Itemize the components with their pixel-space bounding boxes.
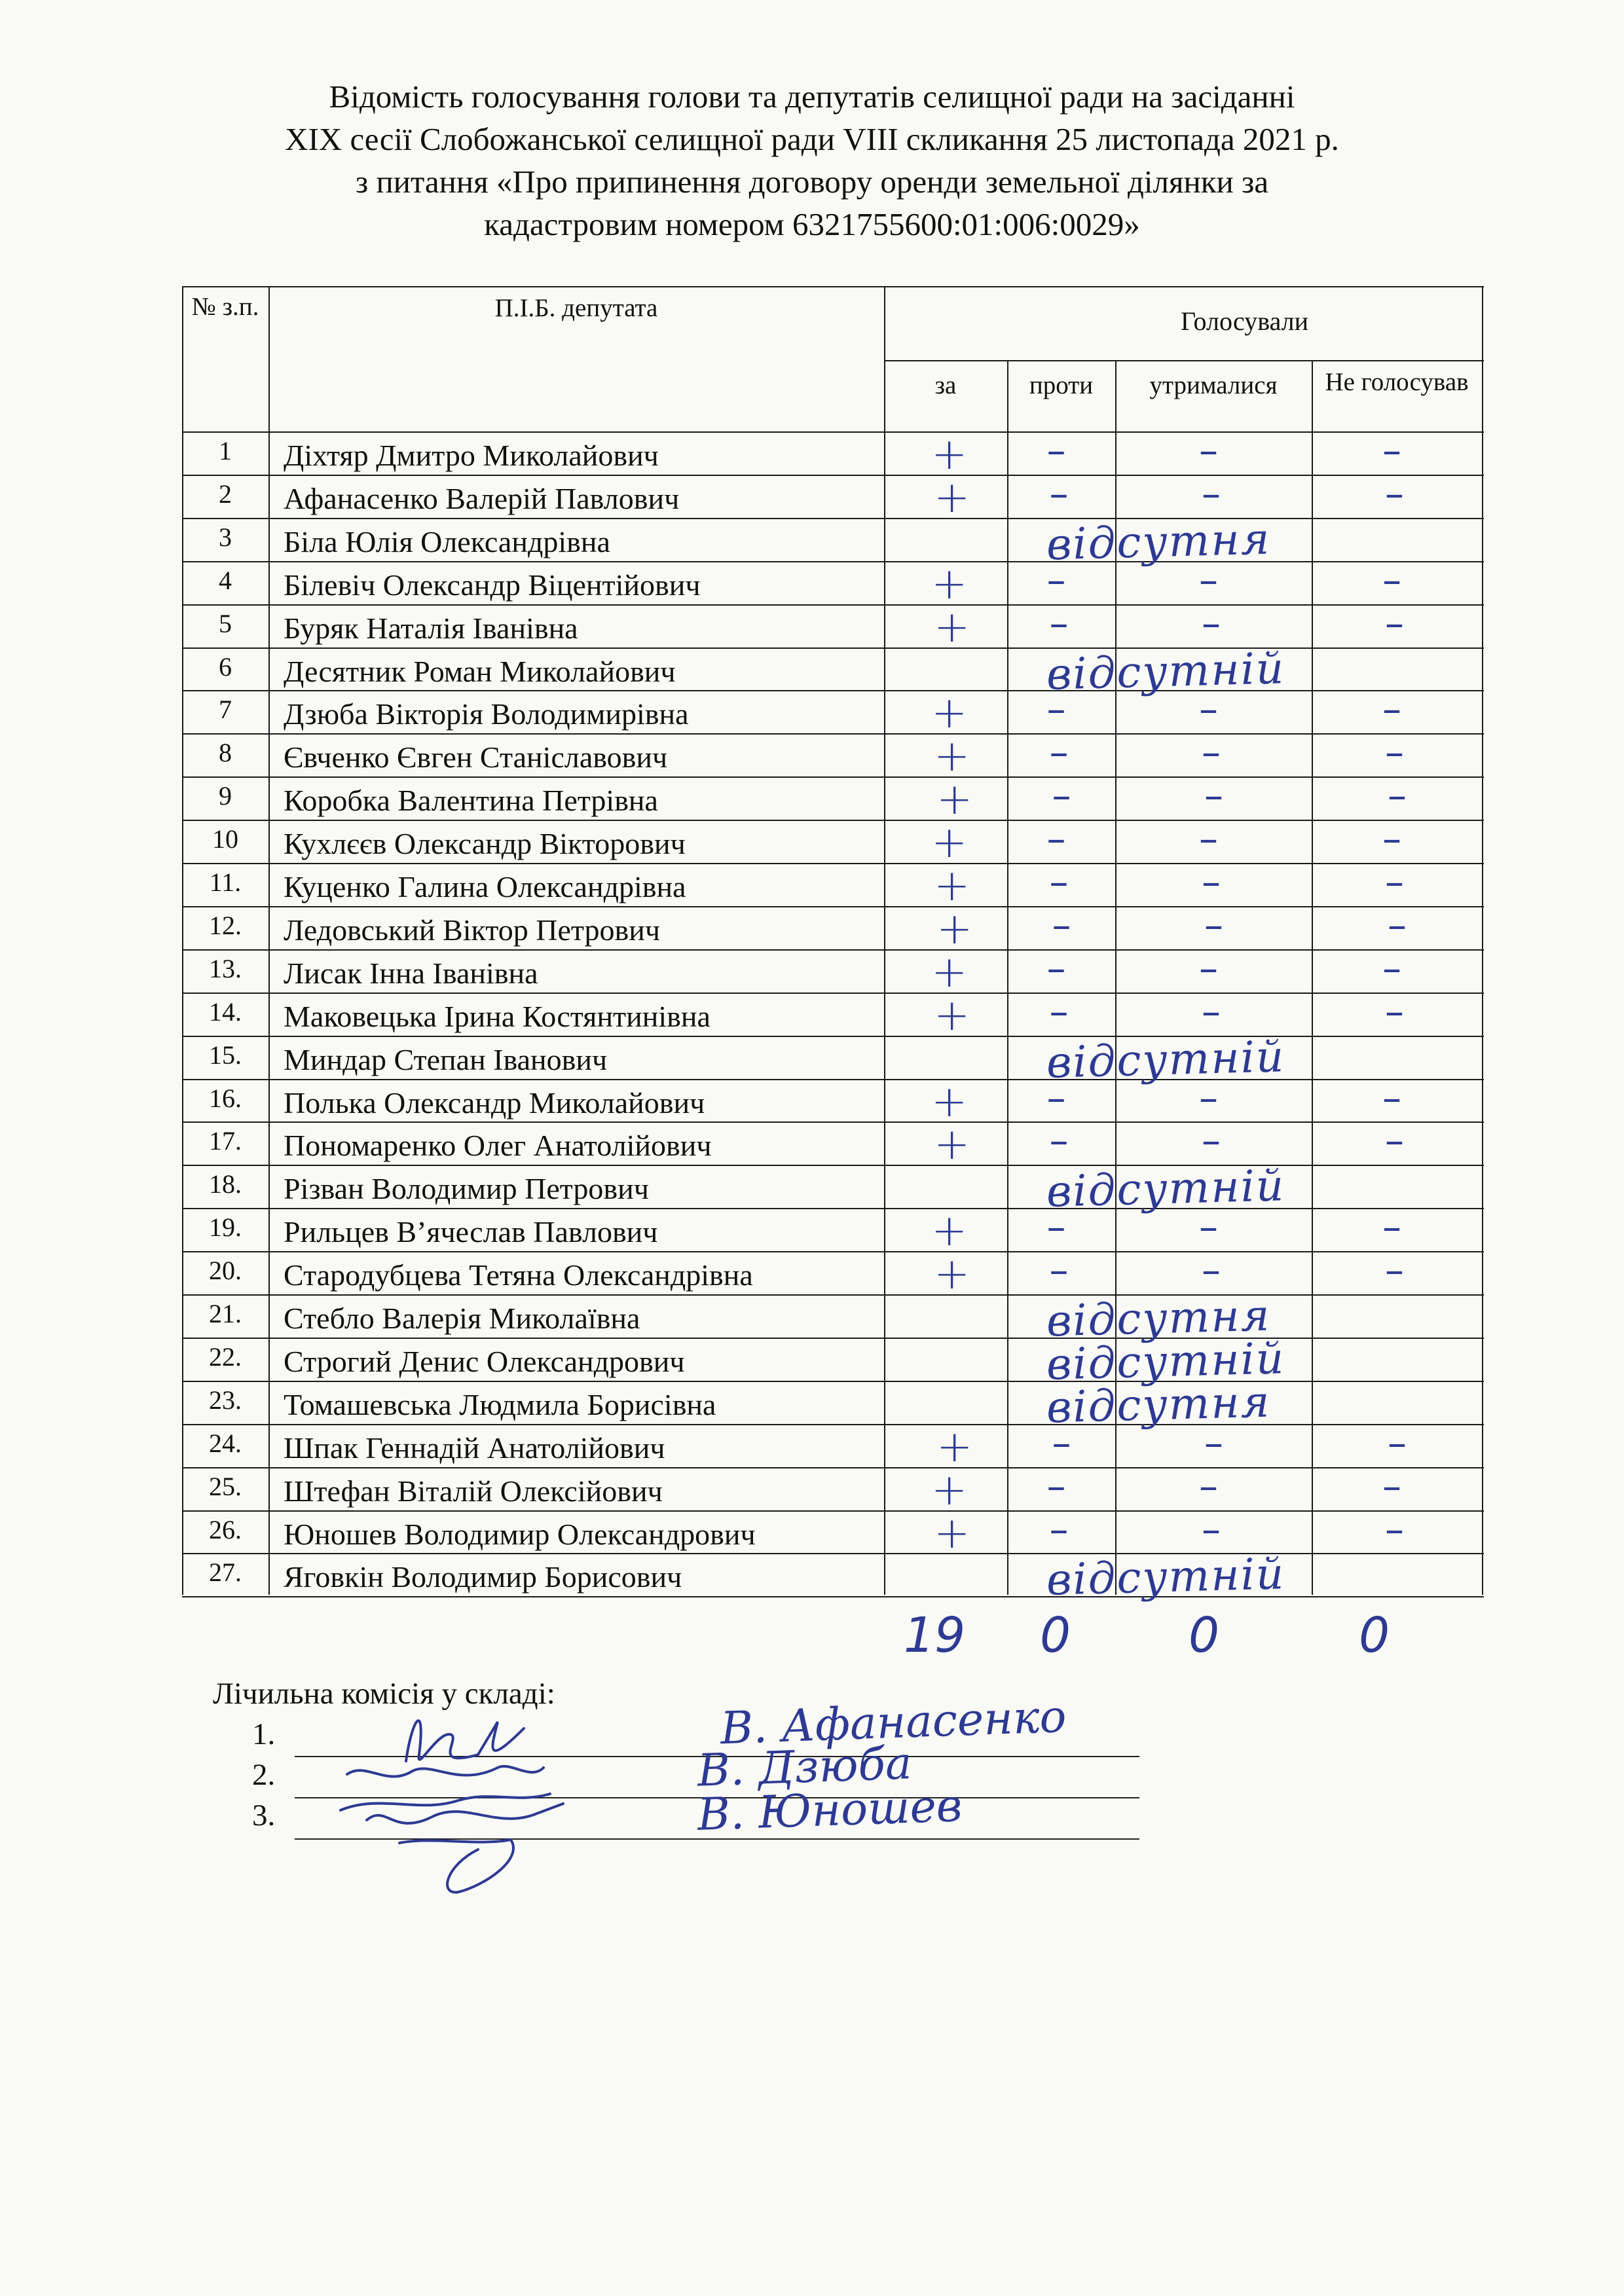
vote-against-mark: – xyxy=(1049,989,1069,1034)
vote-not-voted-mark: – xyxy=(1385,860,1404,904)
vote-against-mark: – xyxy=(1046,945,1066,991)
row-divider xyxy=(182,993,1484,994)
row-number: 15. xyxy=(209,1040,242,1070)
commission-num-3: 3. xyxy=(252,1798,276,1832)
deputy-name: Куценко Галина Олександрівна xyxy=(284,870,686,903)
commission-member-3: В. Юношев xyxy=(696,1779,963,1842)
row-number: 8 xyxy=(219,738,232,768)
row-number: 25. xyxy=(209,1471,242,1501)
deputy-name: Строгий Денис Олександрович xyxy=(284,1344,685,1378)
row-number: 27. xyxy=(209,1558,242,1588)
absent-mark: відсутній xyxy=(1046,1548,1286,1606)
absent-mark: відсутня xyxy=(1046,513,1272,570)
absent-mark: відсутній xyxy=(1046,1333,1286,1390)
deputy-name: Коробка Валентина Петрівна xyxy=(284,784,658,818)
vote-against-mark: – xyxy=(1046,816,1066,862)
vote-for-mark: + xyxy=(931,1464,968,1515)
vote-not-voted-mark: – xyxy=(1382,687,1401,732)
header-for: за xyxy=(934,371,957,399)
deputy-name: Пономаренко Олег Анатолійович xyxy=(284,1129,712,1163)
row-number: 18. xyxy=(209,1169,242,1199)
deputy-name: Томашевська Людмила Борисівна xyxy=(284,1387,716,1421)
deputy-name: Лисак Інна Іванівна xyxy=(284,956,538,990)
vote-for-mark: + xyxy=(934,1507,970,1558)
total-not-voted: 0 xyxy=(1359,1607,1390,1664)
vote-for-mark: + xyxy=(934,731,970,782)
vote-not-voted-mark: – xyxy=(1382,816,1401,862)
row-number: 9 xyxy=(219,781,232,811)
row-divider xyxy=(182,1251,1484,1252)
vote-abstained-mark: – xyxy=(1202,1118,1221,1163)
row-number: 22. xyxy=(209,1341,242,1372)
vote-for-mark: + xyxy=(934,989,970,1040)
row-number: 1 xyxy=(219,436,232,465)
row-number: 14. xyxy=(209,996,242,1027)
row-divider xyxy=(182,1079,1484,1080)
vote-abstained-mark: – xyxy=(1199,1205,1218,1250)
vote-abstained-mark: – xyxy=(1199,428,1218,473)
voting-table xyxy=(182,286,1484,1606)
deputy-name: Афанасенко Валерій Павлович xyxy=(284,481,680,515)
vote-abstained-mark: – xyxy=(1202,730,1221,775)
vote-against-mark: – xyxy=(1046,687,1066,732)
row-number: 26. xyxy=(209,1514,242,1544)
vote-against-mark: – xyxy=(1046,1463,1066,1508)
title-line-1: Відомість голосування голови та депутатів селищної ради на засіданні xyxy=(329,79,1295,115)
vote-against-mark: – xyxy=(1049,1248,1069,1293)
header-voted: Голосували xyxy=(1180,306,1309,336)
row-divider xyxy=(182,690,1484,691)
vote-against-mark: – xyxy=(1049,1506,1069,1552)
vote-for-mark: + xyxy=(931,1205,968,1256)
header-abstained: утрималися xyxy=(1149,371,1278,399)
row-divider xyxy=(182,1208,1484,1209)
vote-for-mark: + xyxy=(931,946,968,997)
absent-mark: відсутній xyxy=(1046,1160,1286,1218)
vote-abstained-mark: – xyxy=(1202,989,1221,1034)
deputy-name: Ледовський Віктор Петрович xyxy=(284,913,660,947)
row-divider xyxy=(182,1165,1484,1166)
total-abstained: 0 xyxy=(1189,1607,1220,1664)
row-divider xyxy=(182,647,1484,649)
commission-label: Лічильна комісія у складі: xyxy=(213,1677,555,1711)
absent-mark: відсутній xyxy=(1046,642,1286,700)
row-divider xyxy=(182,518,1484,519)
vote-not-voted-mark: – xyxy=(1382,945,1401,991)
deputy-name: Миндар Степан Іванович xyxy=(284,1042,608,1076)
header-not-voted: Не голосував xyxy=(1325,368,1469,396)
vote-against-mark: – xyxy=(1049,860,1069,904)
vote-abstained-mark: – xyxy=(1204,1420,1223,1465)
vote-not-voted-mark: – xyxy=(1382,428,1401,473)
absent-mark: відсутня xyxy=(1046,1376,1272,1433)
vote-against-mark: – xyxy=(1049,600,1069,646)
commission-member-1: В. Афанасенко xyxy=(719,1690,1067,1755)
vote-not-voted-mark: – xyxy=(1385,1118,1404,1163)
vote-against-mark: – xyxy=(1046,428,1066,473)
row-number: 20. xyxy=(209,1256,242,1286)
vote-abstained-mark: – xyxy=(1199,557,1218,602)
vote-for-mark: + xyxy=(931,429,968,479)
vote-abstained-mark: – xyxy=(1202,1506,1221,1552)
row-number: 7 xyxy=(219,695,232,725)
deputy-name: Дзюба Вікторія Володимирівна xyxy=(284,697,689,731)
row-divider xyxy=(182,949,1484,951)
deputy-name: Кухлєєв Олександр Вікторович xyxy=(284,827,686,861)
row-divider xyxy=(182,1381,1484,1382)
commission-num-1: 1. xyxy=(252,1717,276,1751)
row-divider xyxy=(182,1467,1484,1468)
deputy-name: Різван Володимир Петрович xyxy=(284,1172,649,1206)
deputy-name: Штефан Віталій Олексійович xyxy=(284,1474,663,1508)
absent-mark: відсутній xyxy=(1046,1030,1286,1088)
deputy-name: Білевіч Олександр Віцентійович xyxy=(284,568,701,602)
title-line-4: кадастровим номером 6321755600:01:006:0029» xyxy=(484,206,1140,242)
deputy-name: Маковецька Ірина Костянтинівна xyxy=(284,999,710,1033)
vote-for-mark: + xyxy=(934,471,970,522)
vote-against-mark: – xyxy=(1046,1205,1066,1250)
vote-abstained-mark: – xyxy=(1202,1248,1221,1293)
row-number: 19. xyxy=(209,1212,242,1243)
vote-for-mark: + xyxy=(934,1119,970,1170)
vote-abstained-mark: – xyxy=(1202,600,1221,646)
deputy-name: Діхтяр Дмитро Миколайович xyxy=(284,439,659,472)
row-divider xyxy=(182,1338,1484,1339)
vote-not-voted-mark: – xyxy=(1388,773,1407,818)
row-divider xyxy=(182,1553,1484,1554)
deputy-name: Стебло Валерія Миколаївна xyxy=(284,1302,640,1335)
vote-not-voted-mark: – xyxy=(1385,471,1404,516)
commission-num-2: 2. xyxy=(252,1758,276,1792)
deputy-name: Буряк Наталія Іванівна xyxy=(284,611,578,645)
row-number: 23. xyxy=(209,1385,242,1415)
vote-for-mark: + xyxy=(931,1076,968,1127)
vote-not-voted-mark: – xyxy=(1382,1075,1401,1120)
vote-for-mark: + xyxy=(936,903,973,954)
row-divider xyxy=(182,561,1484,562)
title-line-2: XIX сесії Слобожанської селищної ради VIII скликання 25 листопада 2021 р. xyxy=(285,121,1339,157)
row-number: 21. xyxy=(209,1299,242,1328)
signature-scribbles xyxy=(327,1689,576,1905)
row-divider xyxy=(182,1596,1484,1597)
vote-abstained-mark: – xyxy=(1199,816,1218,862)
vote-not-voted-mark: – xyxy=(1382,557,1401,602)
row-divider xyxy=(182,604,1484,606)
deputy-name: Рильцев В’ячеслав Павлович xyxy=(284,1215,658,1249)
deputy-name: Десятник Роман Миколайович xyxy=(284,654,676,688)
row-number: 2 xyxy=(219,479,232,509)
vote-for-mark: + xyxy=(931,817,968,868)
vote-for-mark: + xyxy=(934,860,970,911)
vote-against-mark: – xyxy=(1049,471,1069,516)
row-divider xyxy=(182,1121,1484,1123)
vote-for-mark: + xyxy=(936,1421,973,1472)
vote-abstained-mark: – xyxy=(1202,471,1221,516)
row-number: 13. xyxy=(209,953,242,983)
vote-not-voted-mark: – xyxy=(1385,600,1404,646)
vote-not-voted-mark: – xyxy=(1382,1463,1401,1508)
row-number: 6 xyxy=(219,651,232,682)
vote-not-voted-mark: – xyxy=(1388,902,1407,947)
row-divider xyxy=(182,1294,1484,1296)
row-number: 17. xyxy=(209,1126,242,1156)
row-number: 24. xyxy=(209,1428,242,1458)
total-for: 19 xyxy=(904,1607,966,1664)
deputy-name: Полька Олександр Миколайович xyxy=(284,1085,705,1120)
deputy-name: Стародубцева Тетяна Олександрівна xyxy=(284,1258,753,1292)
row-number: 12. xyxy=(209,910,242,940)
row-number: 5 xyxy=(219,608,232,638)
vote-not-voted-mark: – xyxy=(1385,989,1404,1034)
deputy-name: Яговкін Володимир Борисович xyxy=(284,1560,682,1594)
row-divider xyxy=(182,906,1484,907)
vote-abstained-mark: – xyxy=(1199,1075,1218,1120)
vote-abstained-mark: – xyxy=(1202,860,1221,904)
row-divider xyxy=(182,1510,1484,1512)
vote-for-mark: + xyxy=(936,774,973,825)
deputy-name: Євченко Євген Станіславович xyxy=(284,740,668,774)
row-divider xyxy=(182,475,1484,476)
vote-against-mark: – xyxy=(1052,773,1071,818)
vote-against-mark: – xyxy=(1046,557,1066,602)
commission-member-2: В. Дзюба xyxy=(696,1738,913,1797)
vote-not-voted-mark: – xyxy=(1382,1205,1401,1250)
vote-abstained-mark: – xyxy=(1199,687,1218,732)
vote-against-mark: – xyxy=(1049,730,1069,775)
deputy-name: Шпак Геннадій Анатолійович xyxy=(284,1430,665,1465)
row-divider xyxy=(182,820,1484,821)
header-against: проти xyxy=(1029,371,1094,399)
vote-for-mark: + xyxy=(934,1248,970,1300)
row-divider xyxy=(182,1036,1484,1037)
vote-for-mark: + xyxy=(931,687,968,738)
vote-against-mark: – xyxy=(1052,1420,1071,1465)
vote-not-voted-mark: – xyxy=(1385,1506,1404,1552)
vote-against-mark: – xyxy=(1049,1118,1069,1163)
row-divider xyxy=(182,1424,1484,1425)
vote-not-voted-mark: – xyxy=(1385,1248,1404,1293)
header-name: П.І.Б. депутата xyxy=(494,294,658,322)
vote-for-mark: + xyxy=(934,601,970,652)
vote-for-mark: + xyxy=(931,558,968,609)
vote-abstained-mark: – xyxy=(1199,945,1218,991)
row-number: 16. xyxy=(209,1083,242,1113)
row-number: 11. xyxy=(209,867,242,897)
absent-mark: відсутня xyxy=(1046,1290,1272,1347)
vote-abstained-mark: – xyxy=(1204,773,1223,818)
row-number: 10 xyxy=(212,824,238,854)
row-divider xyxy=(182,863,1484,864)
deputy-name: Біла Юлія Олександрівна xyxy=(284,524,610,558)
row-divider xyxy=(182,776,1484,778)
vote-not-voted-mark: – xyxy=(1385,730,1404,775)
row-number: 3 xyxy=(219,522,232,552)
header-number: № з.п. xyxy=(191,293,259,321)
vote-abstained-mark: – xyxy=(1204,902,1223,947)
deputy-name: Юношев Володимир Олександрович xyxy=(284,1517,756,1551)
row-number: 4 xyxy=(219,565,232,595)
row-divider xyxy=(182,733,1484,735)
vote-against-mark: – xyxy=(1052,902,1071,947)
title-line-3: з питання «Про припинення договору оренди земельної ділянки за xyxy=(355,164,1269,200)
vote-not-voted-mark: – xyxy=(1388,1420,1407,1465)
vote-abstained-mark: – xyxy=(1199,1463,1218,1508)
vote-against-mark: – xyxy=(1046,1075,1066,1120)
total-against: 0 xyxy=(1040,1607,1071,1664)
